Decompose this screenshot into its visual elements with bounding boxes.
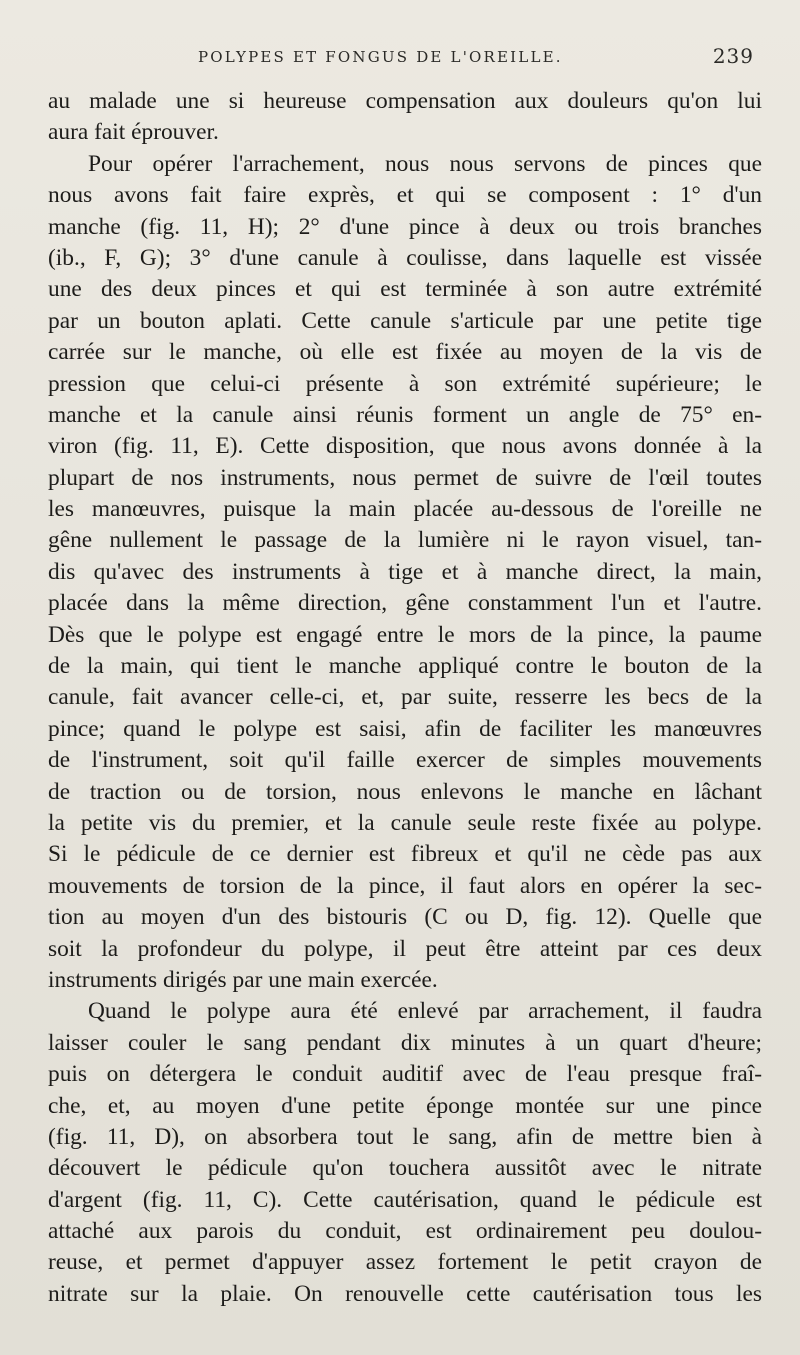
text-line: che, et, au moyen d'une petite éponge montée sur une pince [48, 1092, 762, 1119]
text-line: dis qu'avec des instruments à tige et à manche direct, la main, [48, 558, 762, 585]
running-title: POLYPES ET FONGUS DE L'OREILLE. [198, 48, 563, 66]
text-line: reuse, et permet d'appuyer assez fortement le petit crayon de [48, 1249, 762, 1276]
paragraph [48, 149, 762, 997]
text-line: Pour opérer l'arrachement, nous nous servons de pinces que [88, 150, 762, 177]
body-text [48, 86, 762, 1310]
text-line: les manœuvres, puisque la main placée au-dessous de l'oreille ne [48, 496, 762, 523]
text-line: instruments dirigés par une main exercée. [48, 966, 438, 993]
text-line: attaché aux parois du conduit, est ordinairement peu doulou- [48, 1218, 762, 1245]
text-line: manche et la canule ainsi réunis forment un angle de 75° en- [48, 401, 762, 428]
text-line: aura fait éprouver. [48, 119, 219, 146]
text-line: une des deux pinces et qui est terminée à son autre extrémité [48, 276, 762, 303]
text-line: pression que celui-ci présente à son extrémité supérieure; le [48, 370, 762, 397]
paragraph [48, 996, 762, 1310]
text-line: Dès que le polype est engagé entre le mors de la pince, la paume [48, 621, 762, 648]
text-line: Quand le polype aura été enlevé par arrachement, il faudra [88, 998, 762, 1025]
text-line: la petite vis du premier, et la canule seule reste fixée au polype. [48, 809, 762, 836]
text-line: tion au moyen d'un des bistouris (C ou D, fig. 12). Quelle que [48, 904, 762, 931]
text-line: de l'instrument, soit qu'il faille exercer de simples mouvements [48, 747, 762, 774]
page-number: 239 [712, 44, 754, 68]
text-line: nous avons fait faire exprès, et qui se composent : 1° d'un [48, 182, 762, 209]
text-line: soit la profondeur du polype, il peut être atteint par ces deux [48, 935, 762, 962]
text-line: canule, fait avancer celle-ci, et, par suite, resserre les becs de la [48, 684, 762, 711]
text-line: manche (fig. 11, H); 2° d'une pince à deux ou trois branches [48, 213, 762, 240]
text-line: Si le pédicule de ce dernier est fibreux et qu'il ne cède pas aux [48, 841, 762, 868]
text-line: au malade une si heureuse compensation aux douleurs qu'on lui [48, 88, 762, 114]
text-line: de traction ou de torsion, nous enlevons le manche en lâchant [48, 778, 762, 805]
text-line: plupart de nos instruments, nous permet de suivre de l'œil toutes [48, 464, 762, 491]
text-line: par un bouton aplati. Cette canule s'articule par une petite tige [48, 307, 762, 334]
text-line: viron (fig. 11, E). Cette disposition, que nous avons donnée à la [48, 433, 762, 460]
text-line: carrée sur le manche, où elle est fixée au moyen de la vis de [48, 339, 762, 366]
text-line: découvert le pédicule qu'on touchera aussitôt avec le nitrate [48, 1155, 762, 1182]
text-line: pince; quand le polype est saisi, afin de faciliter les manœuvres [48, 715, 762, 742]
text-line: (fig. 11, D), on absorbera tout le sang, afin de mettre bien à [48, 1123, 762, 1150]
text-line: (ib., F, G); 3° d'une canule à coulisse, dans laquelle est vissée [48, 244, 762, 271]
text-line: placée dans la même direction, gêne constamment l'un et l'autre. [48, 590, 762, 617]
page-header [48, 42, 764, 72]
text-line: laisser couler le sang pendant dix minutes à un quart d'heure; [48, 1029, 762, 1056]
text-line: gêne nullement le passage de la lumière ni le rayon visuel, tan- [48, 527, 762, 554]
text-line: nitrate sur la plaie. On renouvelle cette cautérisation tous les [48, 1280, 762, 1307]
text-line: de la main, qui tient le manche appliqué contre le bouton de la [48, 653, 762, 680]
text-line: d'argent (fig. 11, C). Cette cautérisation, quand le pédicule est [48, 1186, 762, 1213]
paragraph [48, 86, 762, 149]
text-line: puis on détergera le conduit auditif avec de l'eau presque fraî- [48, 1061, 762, 1088]
text-line: mouvements de torsion de la pince, il faut alors en opérer la sec- [48, 872, 762, 899]
